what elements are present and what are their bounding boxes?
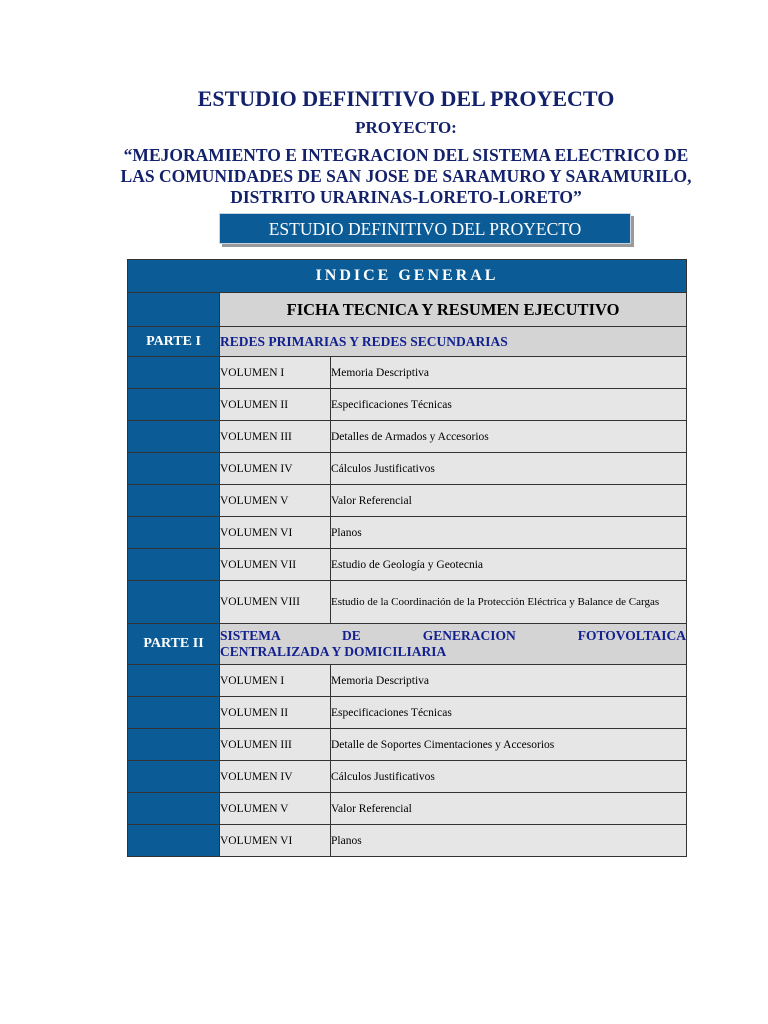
volume-description: Planos — [331, 517, 687, 549]
blank-cell — [128, 357, 220, 389]
ficha-tecnica-heading: FICHA TECNICA Y RESUMEN EJECUTIVO — [220, 293, 687, 327]
part-label: PARTE I — [128, 327, 220, 357]
general-index-table — [127, 259, 687, 857]
volume-description: Planos — [331, 825, 687, 857]
blank-cell — [128, 485, 220, 517]
volume-label: VOLUMEN V — [220, 793, 331, 825]
volume-label: VOLUMEN V — [220, 485, 331, 517]
blank-cell — [128, 517, 220, 549]
volume-description: Memoria Descriptiva — [331, 357, 687, 389]
part-label: PARTE II — [128, 624, 220, 665]
volume-description: Cálculos Justificativos — [331, 453, 687, 485]
blank-cell — [128, 793, 220, 825]
blank-cell — [128, 453, 220, 485]
blank-cell — [128, 581, 220, 624]
volume-description: Estudio de la Coordinación de la Protección Eléctrica y Balance de Cargas — [331, 581, 687, 624]
part-title: REDES PRIMARIAS Y REDES SECUNDARIAS — [220, 327, 687, 357]
volume-label: VOLUMEN III — [220, 421, 331, 453]
volume-label: VOLUMEN IV — [220, 761, 331, 793]
index-title: INDICE GENERAL — [128, 260, 687, 293]
volume-label: VOLUMEN VIII — [220, 581, 331, 624]
part-title-line-1: SISTEMA DE GENERACION FOTOVOLTAICA — [220, 628, 687, 643]
part-title — [220, 624, 687, 665]
blank-cell — [128, 761, 220, 793]
volume-description: Estudio de Geología y Geotecnia — [331, 549, 687, 581]
blank-cell — [128, 293, 220, 327]
volume-label: VOLUMEN I — [220, 665, 331, 697]
volume-description: Detalles de Armados y Accesorios — [331, 421, 687, 453]
volume-description: Especificaciones Técnicas — [331, 389, 687, 421]
volume-description: Valor Referencial — [331, 793, 687, 825]
blank-cell — [128, 549, 220, 581]
volume-label: VOLUMEN VI — [220, 825, 331, 857]
volume-label: VOLUMEN II — [220, 697, 331, 729]
blank-cell — [128, 697, 220, 729]
volume-label: VOLUMEN III — [220, 729, 331, 761]
blank-cell — [128, 729, 220, 761]
project-label: PROYECTO: — [355, 118, 457, 137]
blank-cell — [128, 665, 220, 697]
document-title: ESTUDIO DEFINITIVO DEL PROYECTO — [197, 86, 615, 111]
volume-description: Cálculos Justificativos — [331, 761, 687, 793]
volume-label: VOLUMEN I — [220, 357, 331, 389]
blank-cell — [128, 389, 220, 421]
project-name: “MEJORAMIENTO E INTEGRACION DEL SISTEMA ELECTRICO DE LAS COMUNIDADES DE SAN JOSE DE SARAMURO Y SARAMURILO, DISTRITO URARINAS-LORETO-LORETO” — [120, 145, 692, 207]
volume-description: Memoria Descriptiva — [331, 665, 687, 697]
volume-label: VOLUMEN VI — [220, 517, 331, 549]
part-title-line-2: CENTRALIZADA Y DOMICILIARIA — [220, 644, 447, 659]
volume-description: Detalle de Soportes Cimentaciones y Accesorios — [331, 729, 687, 761]
volume-label: VOLUMEN IV — [220, 453, 331, 485]
volume-label: VOLUMEN VII — [220, 549, 331, 581]
blank-cell — [128, 825, 220, 857]
study-banner: ESTUDIO DEFINITIVO DEL PROYECTO — [219, 213, 631, 244]
volume-description: Valor Referencial — [331, 485, 687, 517]
blank-cell — [128, 421, 220, 453]
volume-label: VOLUMEN II — [220, 389, 331, 421]
volume-description: Especificaciones Técnicas — [331, 697, 687, 729]
